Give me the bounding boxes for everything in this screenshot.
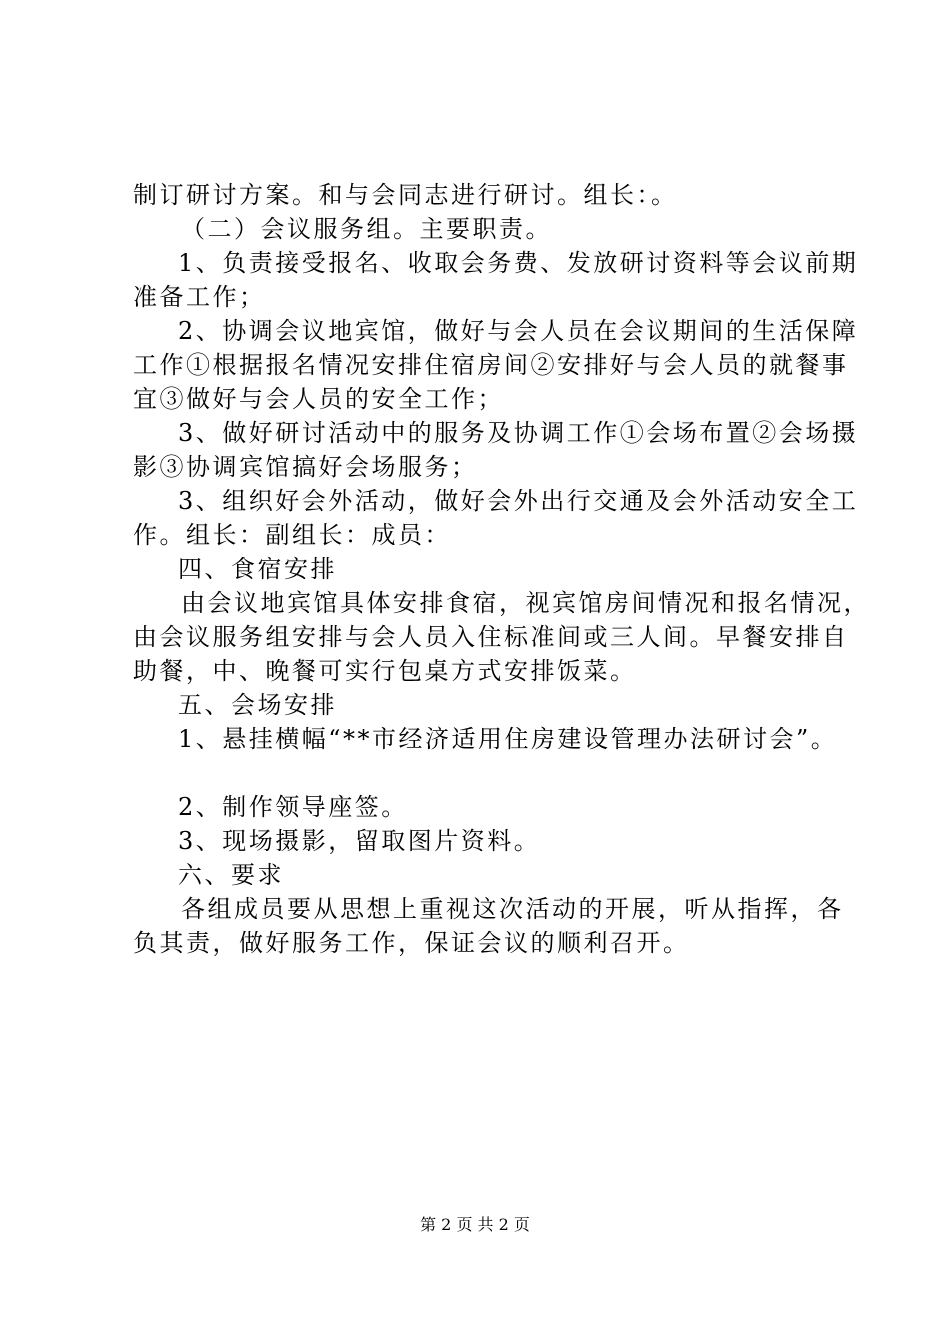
- blank-line: [133, 756, 833, 790]
- document-body: [133, 178, 870, 960]
- paragraph-line: 制订研讨方案。和与会同志进行研讨。组长：。: [133, 181, 678, 209]
- paragraph-line: 助餐，中、晚餐可实行包桌方式安排饭菜。: [133, 657, 637, 685]
- paragraph-line: 由会议服务组安排与会人员入住标准间或三人间。早餐安排自: [133, 623, 849, 651]
- paragraph-line: 2、协调会议地宾馆，做好与会人员在会议期间的生活保障: [178, 317, 859, 345]
- section-heading-service-group: （二）会议服务组。主要职责。: [181, 215, 552, 243]
- paragraph-line: 2、制作领导座签。: [178, 793, 408, 821]
- paragraph-line: 宜③做好与会人员的安全工作；: [133, 385, 504, 413]
- paragraph-line: 影③协调宾馆搞好会场服务；: [133, 453, 478, 481]
- paragraph-line: 1、负责接受报名、收取会务费、发放研讨资料等会议前期: [178, 249, 859, 277]
- section-heading-requirements: 六、要求: [178, 861, 284, 889]
- page-number-footer: 第 2 页 共 2 页: [420, 1215, 530, 1234]
- section-heading-venue: 五、会场安排: [178, 691, 337, 719]
- paragraph-line: 3、组织好会外活动，做好会外出行交通及会外活动安全工: [178, 487, 859, 515]
- paragraph-line: 各组成员要从思想上重视这次活动的开展，听从指挥，各: [181, 895, 844, 923]
- paragraph-line: 3、现场摄影，留取图片资料。: [178, 827, 541, 855]
- paragraph-line: 准备工作；: [133, 283, 266, 311]
- paragraph-line: 由会议地宾馆具体安排食宿，视宾馆房间情况和报名情况，: [181, 589, 870, 617]
- paragraph-line: 工作①根据报名情况安排住宿房间②安排好与会人员的就餐事: [133, 351, 849, 379]
- paragraph-line: 3、做好研讨活动中的服务及协调工作①会场布置②会场摄: [178, 419, 859, 447]
- paragraph-line: 负其责，做好服务工作，保证会议的顺利召开。: [133, 929, 690, 957]
- paragraph-line: 1、悬挂横幅“**市经济适用住房建设管理办法研讨会”。: [178, 725, 838, 753]
- paragraph-line: 作。组长：副组长：成员：: [133, 521, 451, 549]
- section-heading-accommodation: 四、食宿安排: [178, 555, 337, 583]
